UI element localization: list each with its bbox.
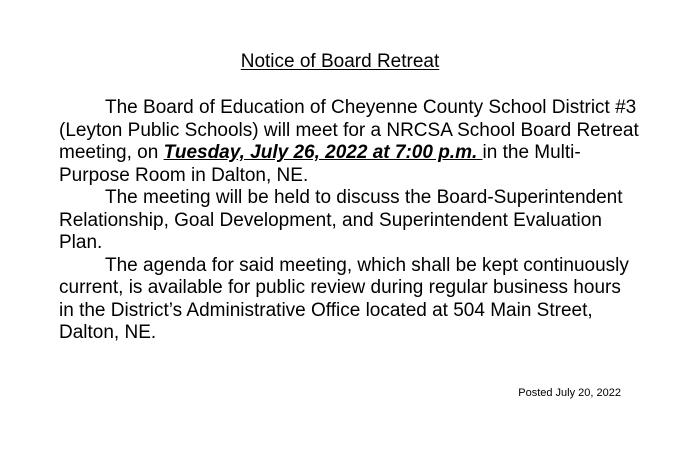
- meeting-date-time: Tuesday, July 26, 2022 at 7:00 p.m.: [163, 142, 483, 163]
- notice-body: [59, 97, 639, 345]
- paragraph-agenda-availability: The agenda for said meeting, which shall be kept continuously current, is available for public review during regular business hours in the District’s Administrative Office located at 504 Main Street, Dalton, NE.: [59, 254, 629, 343]
- notice-title: Notice of Board Retreat: [240, 51, 440, 72]
- paragraph-meeting-purpose: The meeting will be held to discuss the Board-Superintendent Relationship, Goal Development, and Superintendent Evaluation Plan.: [59, 187, 623, 253]
- posted-date: Posted July 20, 2022: [518, 387, 621, 399]
- meeting-location-text: in the Multi-Purpose Room in Dalton, NE.: [59, 142, 581, 186]
- announcement-text: The Board of Education of Cheyenne County School District #3 (Leyton Public Schools) will meet for a NRCSA School Board Retreat meeting, on: [59, 97, 639, 163]
- paragraph-meeting-announcement: [59, 97, 639, 187]
